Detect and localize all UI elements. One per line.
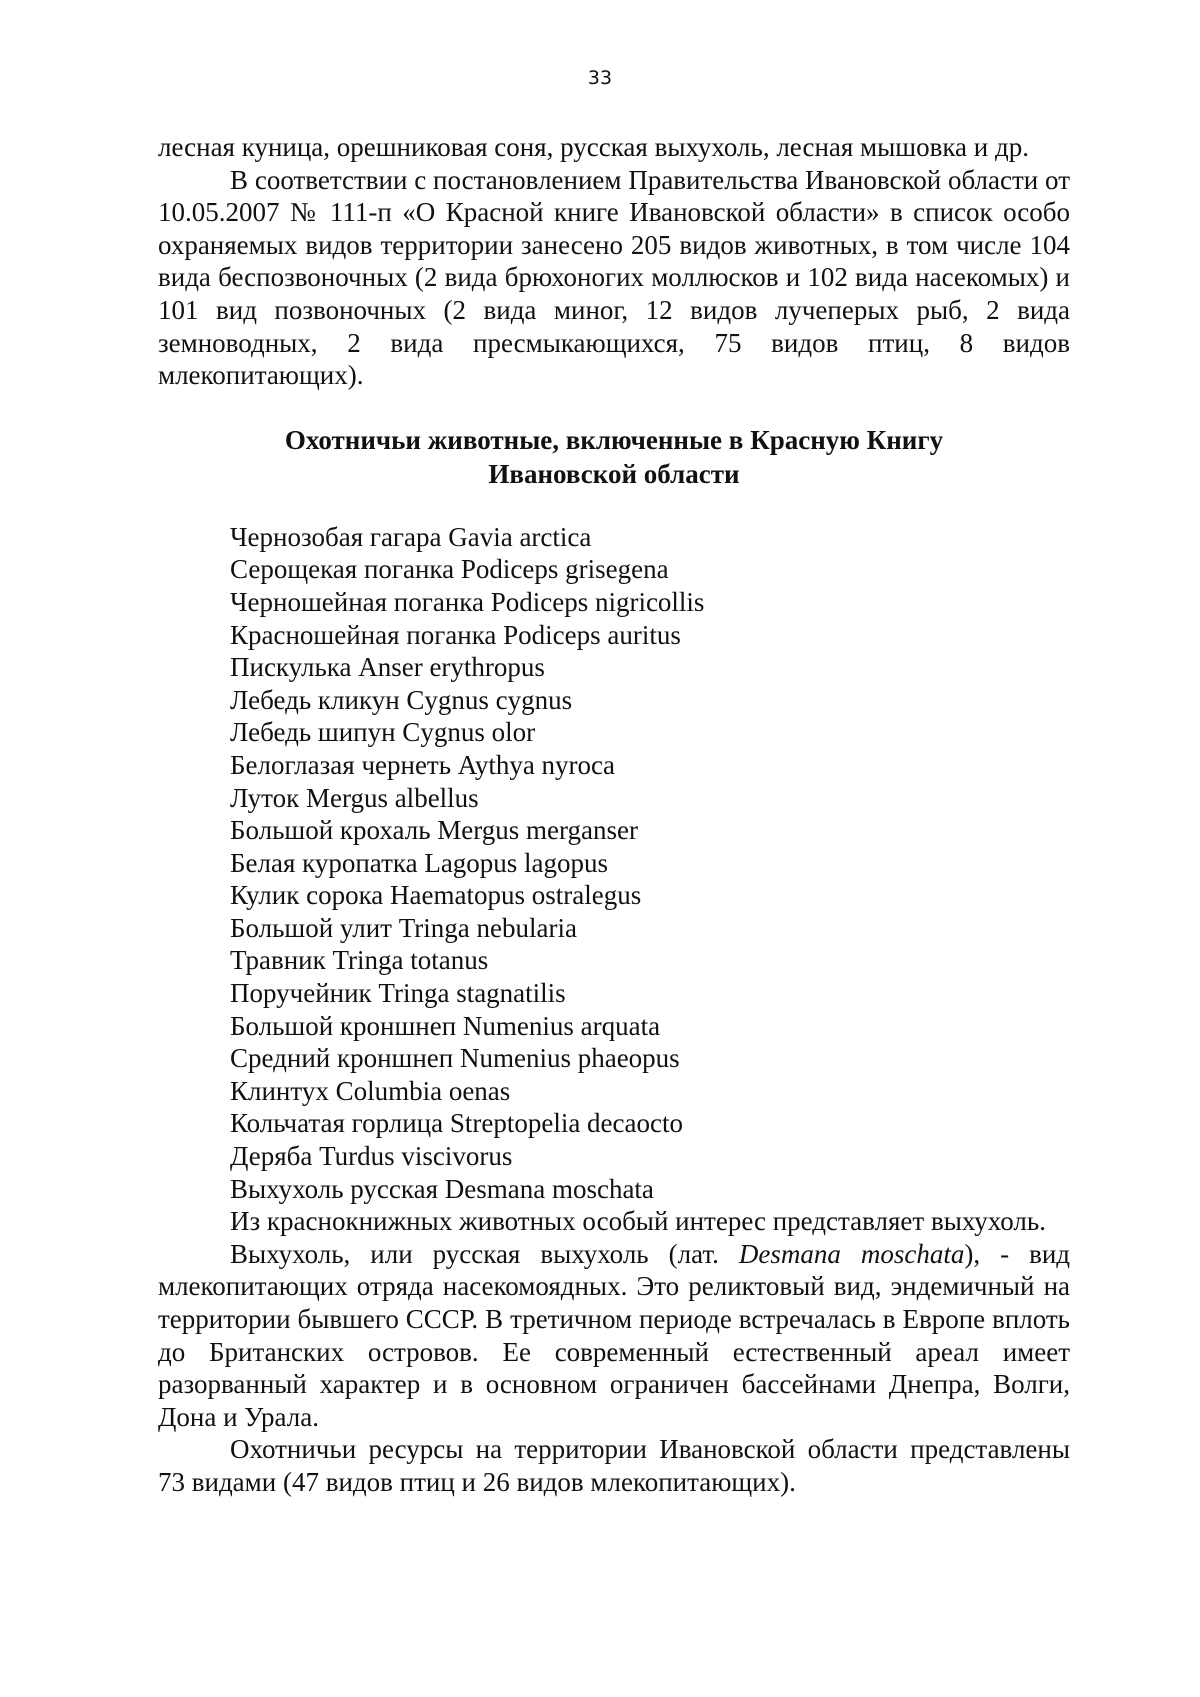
species-item: Серощекая поганка Podiceps grisegena: [230, 554, 669, 585]
species-item: Клинтух Columbia oenas: [230, 1075, 511, 1106]
species-item: Лебедь шипун Cygnus olor: [230, 717, 536, 748]
paragraph-hunting-resources: Охотничьи ресурсы на территории Ивановской области представлены 73 видами (47 видов птиц и 26 видов млекопитающих).: [158, 1434, 1070, 1497]
species-item: Белая куропатка Lagopus lagopus: [230, 847, 609, 878]
species-item: Поручейник Tringa stagnatilis: [230, 978, 566, 1009]
species-item: Большой улит Tringa nebularia: [230, 912, 577, 943]
desman-text-before: Выхухоль, или русская выхухоль (лат.: [230, 1238, 739, 1269]
paragraph-intro-continuation: лесная куница, орешниковая соня, русская выхухоль, лесная мышовка и др.: [158, 132, 1029, 162]
species-item: Белоглазая чернеть Aythya nyroca: [230, 749, 616, 780]
species-item: Средний кроншнеп Numenius phaeopus: [230, 1043, 680, 1074]
species-list: [158, 521, 1070, 1205]
species-item: Кольчатая горлица Streptopelia decaocto: [230, 1108, 683, 1139]
desman-text-after: ), - вид млекопитающих отряда насекомоядных. Это реликтовый вид, эндемичный на территории бывшего СССР. В третичном периоде встречалась в Европе вплоть до Британских островов. Ее современный естественный ареал имеет разорванный характер и в основном ограничен бассейнами Днепра, Волги, Дона и Урала.: [158, 1238, 1071, 1432]
species-item: Пискулька Anser erythropus: [230, 652, 545, 683]
paragraph-desman-interest: Из краснокнижных животных особый интерес представляет выхухоль.: [230, 1206, 1046, 1237]
paragraph-red-book-decree: В соответствии с постановлением Правительства Ивановской области от 10.05.2007 № 111-п «О Красной книге Ивановской области» в список особо охраняемых видов территории занесено 205 видов животных, в том числе 104 вида беспозвоночных (2 вида брюхоногих моллюсков и 102 вида насекомых) и 101 вид позвоночных (2 вида миног, 12 видов лучеперых рыб, 2 вида земноводных, 2 вида пресмыкающихся, 75 видов птиц, 8 видов млекопитающих).: [158, 164, 1070, 391]
paragraph-desman-description: [158, 1238, 1070, 1434]
page-number: 33: [587, 67, 613, 89]
section-heading: [158, 423, 1070, 491]
species-item: Выхухоль русская Desmana moschata: [230, 1173, 654, 1204]
species-item: Лебедь кликун Cygnus cygnus: [230, 684, 573, 715]
species-item: Травник Tringa totanus: [230, 945, 489, 976]
species-item: Деряба Turdus viscivorus: [230, 1141, 513, 1172]
document-body: [158, 131, 1070, 1499]
species-item: Луток Mergus albellus: [230, 782, 479, 813]
section-heading-line-1: Охотничьи животные, включенные в Красную Книгу: [284, 424, 944, 455]
species-item: Чернозобая гагара Gavia arctica: [230, 521, 592, 552]
species-item: Черношейная поганка Podiceps nigricollis: [230, 586, 705, 617]
section-heading-line-2: Ивановской области: [488, 458, 740, 489]
desman-latin-name: Desmana moschata: [738, 1238, 965, 1269]
species-item: Красношейная поганка Podiceps auritus: [230, 619, 681, 650]
species-item: Кулик сорока Haematopus ostralegus: [230, 880, 642, 911]
species-item: Большой кроншнеп Numenius arquata: [230, 1010, 661, 1041]
species-item: Большой крохаль Mergus merganser: [230, 815, 638, 846]
